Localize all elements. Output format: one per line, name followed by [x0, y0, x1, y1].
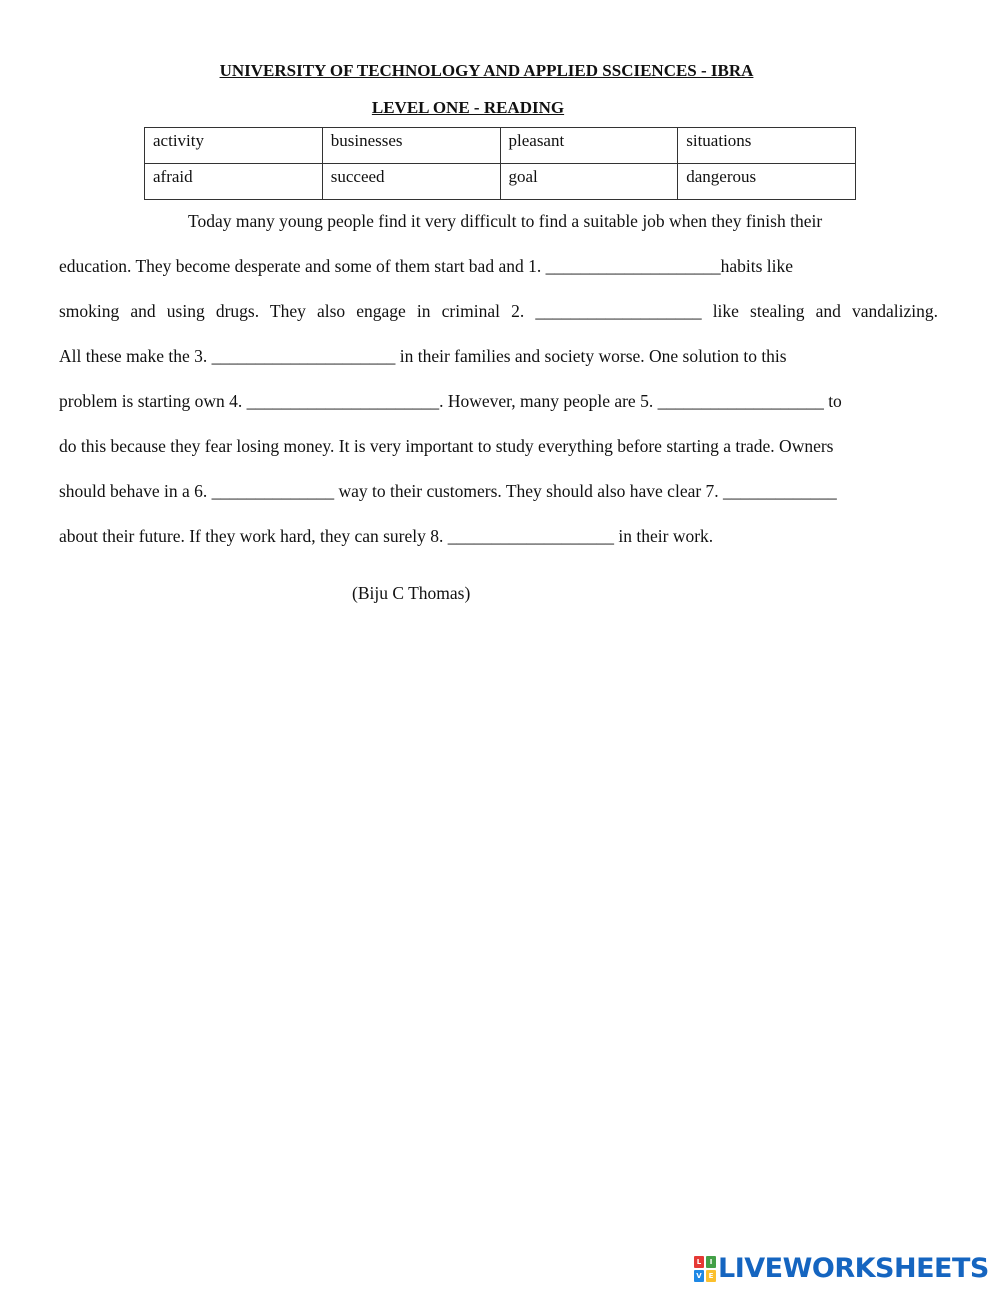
passage-line: problem is starting own 4. ______________________. However, many people are 5. ___________________ to — [59, 391, 842, 411]
word-bank-cell: businesses — [322, 128, 500, 164]
word-bank-cell: goal — [500, 164, 678, 200]
word-bank-cell: situations — [678, 128, 856, 164]
passage-line: smoking and using drugs. They also engage in criminal 2. ___________________ like stealing and vandalizing. — [59, 301, 938, 321]
passage-line: Today many young people find it very difficult to find a suitable job when they finish their — [188, 211, 823, 231]
word-bank-cell: dangerous — [678, 164, 856, 200]
logo-letter-tile: I — [706, 1256, 716, 1268]
word-bank-table — [144, 127, 856, 200]
logo-letter-tile: L — [694, 1256, 704, 1268]
author-credit: (Biju C Thomas) — [352, 583, 471, 603]
passage-line: education. They become desperate and some of them start bad and 1. ____________________habits like — [59, 256, 794, 276]
passage-line: All these make the 3. _____________________ in their families and society worse. One solution to this — [59, 346, 787, 366]
word-bank-cell: pleasant — [500, 128, 678, 164]
passage-line: about their future. If they work hard, they can surely 8. ___________________ in their work. — [59, 526, 714, 546]
word-bank-row — [145, 128, 856, 164]
liveworksheets-logo[interactable] — [694, 1253, 989, 1284]
liveworksheets-logo-icon — [694, 1256, 716, 1282]
word-bank-row — [145, 164, 856, 200]
logo-letter-tile: E — [706, 1270, 716, 1282]
document-title: UNIVERSITY OF TECHNOLOGY AND APPLIED SSCIENCES - IBRA — [219, 61, 754, 80]
liveworksheets-wordmark: LIVEWORKSHEETS — [718, 1253, 989, 1284]
passage-line: do this because they fear losing money. It is very important to study everything before starting a trade. Owners — [59, 436, 834, 456]
passage-line: should behave in a 6. ______________ way to their customers. They should also have clear 7. _____________ — [59, 481, 837, 501]
document-subtitle: LEVEL ONE - READING — [371, 98, 565, 117]
word-bank-cell: afraid — [145, 164, 323, 200]
logo-letter-tile: V — [694, 1270, 704, 1282]
word-bank-cell: activity — [145, 128, 323, 164]
word-bank-cell: succeed — [322, 164, 500, 200]
